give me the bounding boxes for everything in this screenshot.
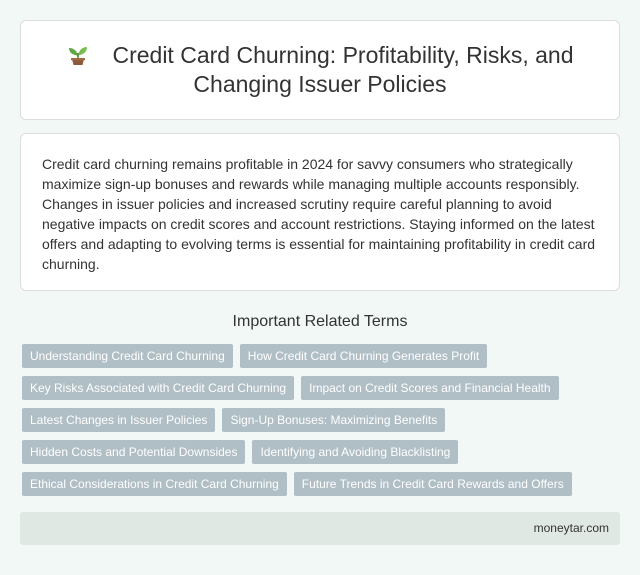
term-row: [22, 472, 622, 504]
term-tag[interactable]: Ethical Considerations in Credit Card Churning: [22, 472, 287, 496]
footer-site-link[interactable]: moneytar.com: [533, 521, 609, 535]
term-tag[interactable]: Impact on Credit Scores and Financial Health: [301, 376, 558, 400]
page-title: [21, 41, 619, 99]
term-row: [22, 408, 622, 440]
term-tag[interactable]: Hidden Costs and Potential Downsides: [22, 440, 245, 464]
term-tag[interactable]: Latest Changes in Issuer Policies: [22, 408, 215, 432]
seedling-icon: [66, 42, 90, 66]
term-row: [22, 344, 622, 376]
term-row: [22, 376, 622, 408]
term-tag[interactable]: Key Risks Associated with Credit Card Churning: [22, 376, 294, 400]
summary-text: Credit card churning remains profitable in 2024 for savvy consumers who strategically maximize sign-up bonuses and rewards while managing multiple accounts responsibly. Changes in issuer policies and increased scrutiny require careful planning to avoid negative impacts on credit scores and account restrictions. Staying informed on the latest offers and adapting to evolving terms is essential for maintaining profitability in credit card churning.: [42, 156, 596, 272]
term-tag[interactable]: Sign-Up Bonuses: Maximizing Benefits: [222, 408, 445, 432]
related-terms-heading: Important Related Terms: [232, 313, 408, 330]
term-tag[interactable]: Understanding Credit Card Churning: [22, 344, 233, 368]
footer: [20, 512, 620, 545]
related-terms-list: [22, 344, 622, 504]
term-tag[interactable]: Identifying and Avoiding Blacklisting: [252, 440, 458, 464]
title-card: [20, 20, 620, 120]
term-row: [22, 440, 622, 472]
term-tag[interactable]: How Credit Card Churning Generates Profit: [240, 344, 487, 368]
summary-card: [20, 133, 620, 291]
term-tag[interactable]: Future Trends in Credit Card Rewards and Offers: [294, 472, 572, 496]
page-title-text: Credit Card Churning: Profitability, Risks, and Changing Issuer Policies: [112, 42, 574, 97]
